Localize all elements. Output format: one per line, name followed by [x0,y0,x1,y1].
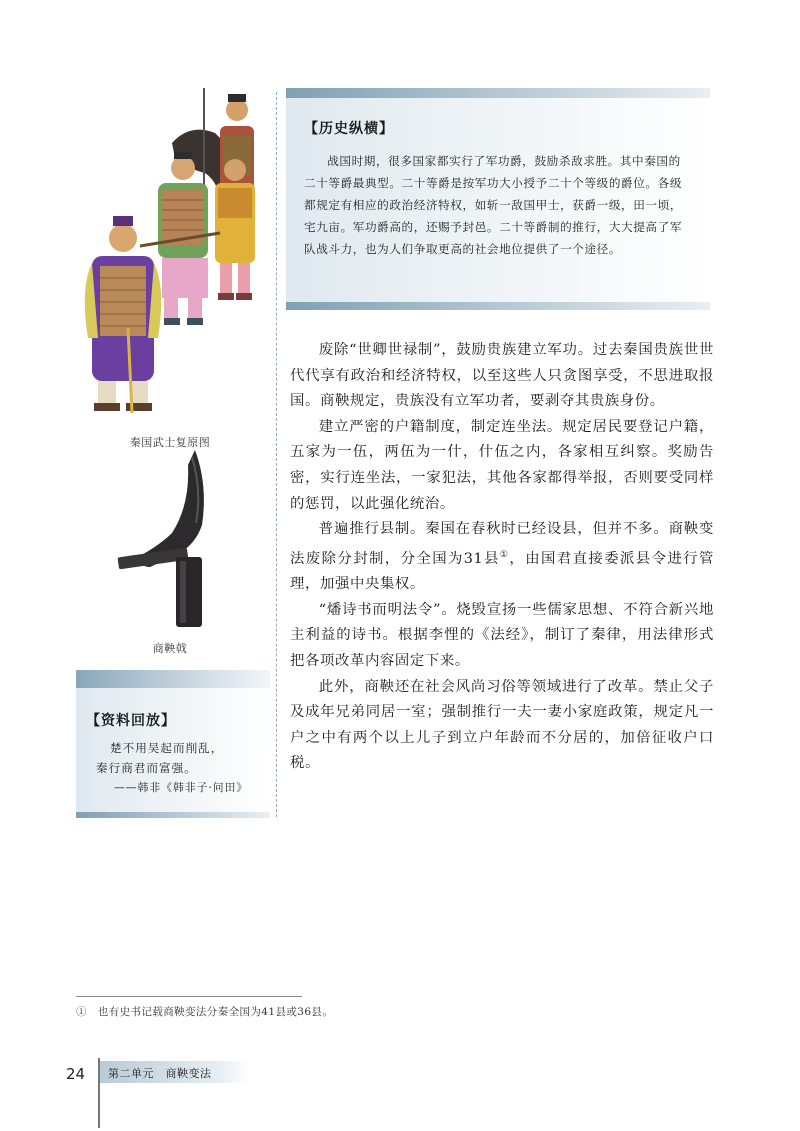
main-body-text [290,338,714,777]
paragraph: 此外，商鞅还在社会风尚习俗等领域进行了改革。禁止父子及成年兄弟同居一室；强制推行一夫一妻小家庭政策，规定凡一户之中有两个以上儿子到立户年龄而不分居的，加倍征收户口税。 [290,678,714,772]
chapter-label [100,1061,250,1083]
history-box-text: 战国时期，很多国家都实行了军功爵，鼓励杀敌求胜。其中秦国的二十等爵最典型。二十等爵是按军功大小授予二十个等级的爵位。各级都规定有相应的政治经济特权，如斩一敌国甲士，获爵一级，田一顷，宅九亩。军功爵高的，还赐予封邑。二十等爵制的推行，大大提高了军队战斗力，也为人们争取更高的社会地位提供了一个途径。 [304,154,683,256]
source-box-title: 【资料回放】 [86,713,176,729]
source-quote-line-2: 秦行商君而富强。 [96,761,197,775]
box-top-bar [286,88,710,98]
warriors-caption: 秦国武士复原图 [129,436,211,449]
paragraph: “燔诗书而明法令”。烧毁宣扬一些儒家思想、不符合新兴地主利益的诗书。根据李悝的《法经》，制订了秦律，用法律形式把各项改革内容固定下来。 [290,601,714,669]
paragraph-text: ，由国君直接委派县令进行管理，加强中央集权。 [290,550,714,593]
source-sidebar-box [76,670,270,818]
paragraph: 废除“世卿世禄制”，鼓励贵族建立军功。过去秦国贵族世世代代享有政治和经济特权，以至这些人只贪图享受，不思进取报国。商鞅规定，贵族没有立军功者，要剥夺其贵族身份。 [290,342,714,410]
chapter-label-text: 第二单元 商鞅变法 [108,1067,212,1080]
footnote: ① 也有史书记载商鞅变法分秦全国为41县或36县。 [76,1006,334,1018]
halberd-caption: 商鞅戟 [152,642,188,655]
paragraph: 建立严密的户籍制度，制定连坐法。规定居民要登记户籍，五家为一伍，两伍为一什，什伍之内，各家相互纠察。奖励告密，实行连坐法，一家犯法，其他各家都得举报，否则要受同样的惩罚，以此强化统治。 [290,418,714,512]
paragraph [290,517,714,598]
shang-yang-halberd-illustration [110,445,225,630]
paragraph-text: 普遍推行县制。秦国在春秋时已经设县，但并不多。商鞅变法废除分封制，分全国为31县 [290,521,714,567]
box-top-bar [76,670,270,688]
source-attribution: ——韩非《韩非子·问田》 [114,781,249,794]
footnote-rule [76,996,302,997]
source-quote-line-1: 楚不用吴起而削乱， [110,741,224,755]
history-sidebar-box [286,88,710,310]
box-bottom-bar [286,302,710,310]
history-box-title: 【历史纵横】 [304,121,394,137]
box-bottom-bar [76,812,270,818]
qin-warriors-illustration [80,88,275,433]
footnote-marker[interactable]: ① [499,549,510,560]
page-number: 24 [66,1065,86,1083]
column-divider [276,92,277,817]
